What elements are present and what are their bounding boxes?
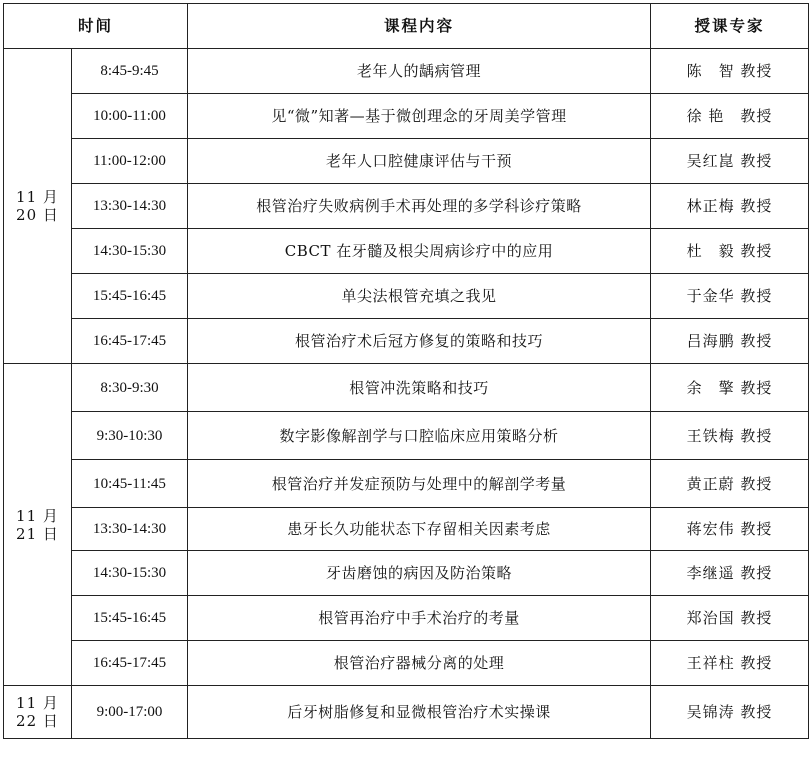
session-expert: 徐 艳 教授 — [651, 94, 809, 139]
session-expert: 吴红崑 教授 — [651, 139, 809, 184]
date-month: 11 — [16, 188, 38, 206]
session-topic: 见“微”知著—基于微创理念的牙周美学管理 — [188, 94, 651, 139]
session-expert: 李继遥 教授 — [651, 551, 809, 596]
session-topic: CBCT 在牙髓及根尖周病诊疗中的应用 — [188, 229, 651, 274]
session-expert: 王铁梅 教授 — [651, 412, 809, 460]
session-time: 8:45-9:45 — [72, 49, 188, 94]
session-time: 15:45-16:45 — [72, 274, 188, 319]
session-topic: 根管冲洗策略和技巧 — [188, 364, 651, 412]
session-expert: 吴锦涛 教授 — [651, 686, 809, 739]
table-row — [4, 49, 809, 94]
date-day-unit: 日 — [42, 524, 59, 543]
date-day-unit: 日 — [42, 712, 59, 730]
header-row — [4, 4, 809, 49]
date-cell-nov-21 — [4, 364, 72, 686]
date-month-unit: 月 — [42, 694, 59, 712]
date-day: 20 — [16, 206, 38, 224]
session-expert: 蒋宏伟 教授 — [651, 508, 809, 551]
date-day: 22 — [16, 712, 38, 730]
session-topic: 后牙树脂修复和显微根管治疗术实操课 — [188, 686, 651, 739]
session-topic: 老年人口腔健康评估与干预 — [188, 139, 651, 184]
table-row — [4, 274, 809, 319]
session-time: 9:00-17:00 — [72, 686, 188, 739]
topic-header: 课程内容 — [188, 4, 651, 49]
time-header: 时间 — [4, 4, 188, 49]
table-row — [4, 508, 809, 551]
session-time: 14:30-15:30 — [72, 229, 188, 274]
session-time: 16:45-17:45 — [72, 641, 188, 686]
session-time: 15:45-16:45 — [72, 596, 188, 641]
session-time: 16:45-17:45 — [72, 319, 188, 364]
date-day: 21 — [16, 524, 38, 543]
table-row — [4, 139, 809, 184]
date-month-unit: 月 — [42, 506, 59, 525]
session-expert: 余 擎 教授 — [651, 364, 809, 412]
session-expert: 于金华 教授 — [651, 274, 809, 319]
table-row — [4, 412, 809, 460]
session-time: 11:00-12:00 — [72, 139, 188, 184]
date-month-unit: 月 — [42, 188, 59, 206]
table-row — [4, 596, 809, 641]
table-row — [4, 460, 809, 508]
date-month: 11 — [16, 506, 38, 525]
session-expert: 王祥柱 教授 — [651, 641, 809, 686]
table-row — [4, 184, 809, 229]
session-expert: 黄正蔚 教授 — [651, 460, 809, 508]
session-topic: 老年人的龋病管理 — [188, 49, 651, 94]
session-expert: 林正梅 教授 — [651, 184, 809, 229]
date-cell-nov-22 — [4, 686, 72, 739]
date-day-unit: 日 — [42, 206, 59, 224]
session-expert: 郑治国 教授 — [651, 596, 809, 641]
expert-header: 授课专家 — [651, 4, 809, 49]
session-expert: 杜 毅 教授 — [651, 229, 809, 274]
table-row — [4, 229, 809, 274]
course-schedule-table — [3, 3, 809, 739]
session-time: 13:30-14:30 — [72, 184, 188, 229]
table-row — [4, 319, 809, 364]
table-row — [4, 686, 809, 739]
date-month: 11 — [16, 694, 38, 712]
session-time: 8:30-9:30 — [72, 364, 188, 412]
session-topic: 数字影像解剖学与口腔临床应用策略分析 — [188, 412, 651, 460]
session-topic: 根管治疗失败病例手术再处理的多学科诊疗策略 — [188, 184, 651, 229]
session-time: 14:30-15:30 — [72, 551, 188, 596]
session-time: 13:30-14:30 — [72, 508, 188, 551]
session-time: 9:30-10:30 — [72, 412, 188, 460]
table-row — [4, 94, 809, 139]
session-topic: 根管治疗器械分离的处理 — [188, 641, 651, 686]
session-topic: 根管治疗并发症预防与处理中的解剖学考量 — [188, 460, 651, 508]
session-topic: 患牙长久功能状态下存留相关因素考虑 — [188, 508, 651, 551]
table-row — [4, 641, 809, 686]
session-expert: 陈 智 教授 — [651, 49, 809, 94]
date-cell-nov-20 — [4, 49, 72, 364]
session-expert: 吕海鹏 教授 — [651, 319, 809, 364]
session-time: 10:45-11:45 — [72, 460, 188, 508]
table-row — [4, 364, 809, 412]
session-topic: 根管治疗术后冠方修复的策略和技巧 — [188, 319, 651, 364]
session-topic: 单尖法根管充填之我见 — [188, 274, 651, 319]
table-row — [4, 551, 809, 596]
session-topic: 根管再治疗中手术治疗的考量 — [188, 596, 651, 641]
session-time: 10:00-11:00 — [72, 94, 188, 139]
session-topic: 牙齿磨蚀的病因及防治策略 — [188, 551, 651, 596]
